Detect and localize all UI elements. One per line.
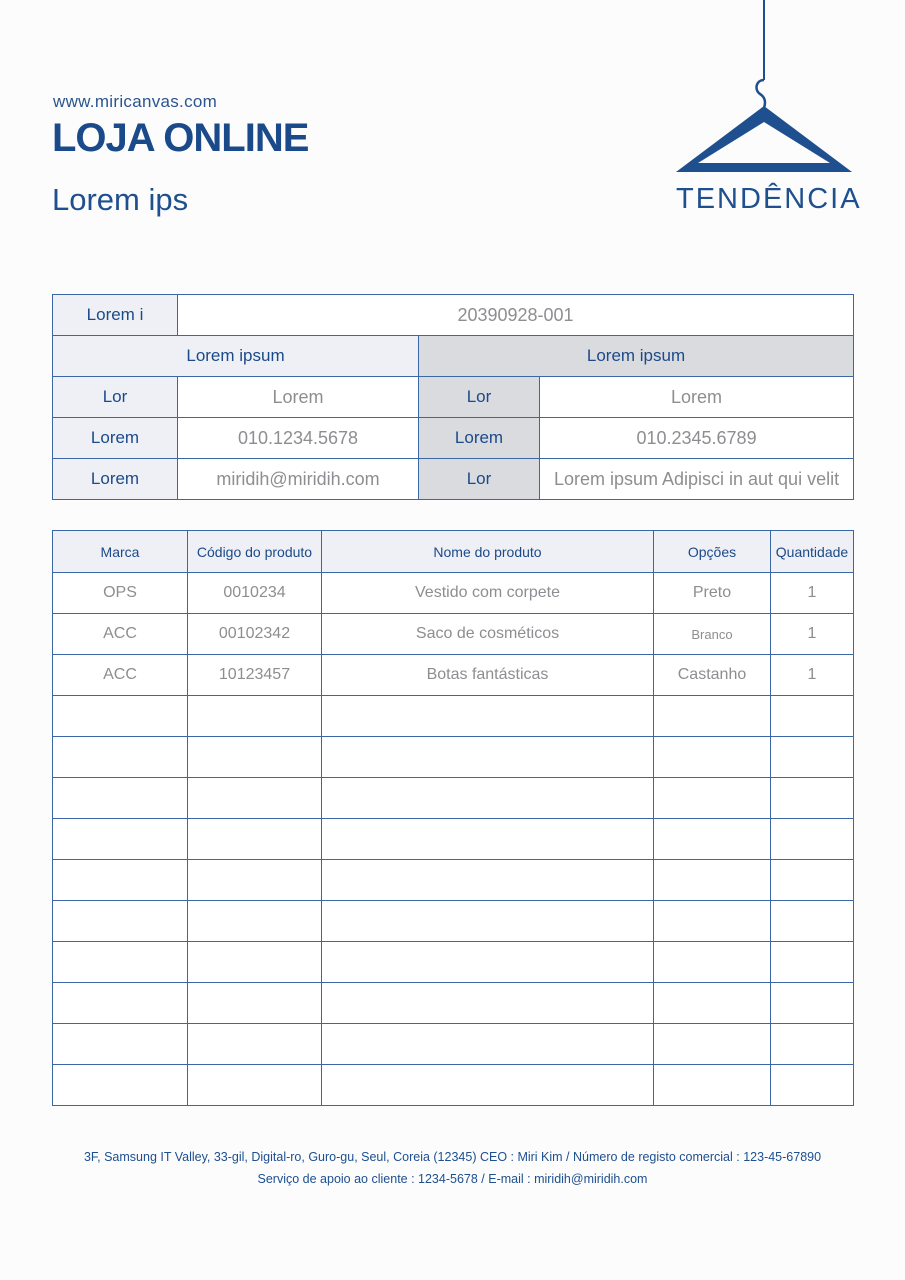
empty-cell bbox=[322, 901, 654, 942]
quantity-cell: 1 bbox=[771, 614, 854, 655]
empty-cell bbox=[53, 778, 188, 819]
empty-cell bbox=[322, 942, 654, 983]
empty-cell bbox=[53, 696, 188, 737]
info-row bbox=[53, 459, 854, 500]
empty-cell bbox=[188, 737, 322, 778]
table-row bbox=[53, 655, 854, 696]
brand-name: TENDÊNCIA bbox=[676, 183, 862, 215]
empty-cell bbox=[322, 696, 654, 737]
empty-cell bbox=[771, 778, 854, 819]
empty-row bbox=[53, 778, 854, 819]
column-header-options: Opções bbox=[654, 531, 771, 573]
empty-cell bbox=[771, 819, 854, 860]
empty-cell bbox=[771, 696, 854, 737]
order-number-label: Lorem i bbox=[53, 295, 178, 336]
column-header-name: Nome do produto bbox=[322, 531, 654, 573]
empty-cell bbox=[771, 860, 854, 901]
empty-cell bbox=[188, 860, 322, 901]
code-cell: 00102342 bbox=[188, 614, 322, 655]
product-table bbox=[52, 530, 854, 1106]
website-url: www.miricanvas.com bbox=[53, 92, 218, 111]
page-title: LOJA ONLINE bbox=[52, 116, 309, 160]
empty-cell bbox=[188, 1024, 322, 1065]
empty-cell bbox=[322, 983, 654, 1024]
empty-cell bbox=[188, 819, 322, 860]
hanger-icon bbox=[668, 0, 858, 180]
column-header-brand: Marca bbox=[53, 531, 188, 573]
empty-cell bbox=[53, 942, 188, 983]
name-cell: Botas fantásticas bbox=[322, 655, 654, 696]
empty-cell bbox=[654, 1065, 771, 1106]
order-info-table bbox=[52, 294, 854, 500]
empty-cell bbox=[654, 737, 771, 778]
option-cell: Preto bbox=[654, 573, 771, 614]
empty-cell bbox=[53, 901, 188, 942]
empty-row bbox=[53, 901, 854, 942]
brand-cell: ACC bbox=[53, 614, 188, 655]
empty-cell bbox=[188, 942, 322, 983]
quantity-cell: 1 bbox=[771, 573, 854, 614]
table-row bbox=[53, 614, 854, 655]
code-cell: 10123457 bbox=[188, 655, 322, 696]
info-label: Lorem bbox=[53, 459, 178, 500]
name-cell: Saco de cosméticos bbox=[322, 614, 654, 655]
empty-cell bbox=[322, 1065, 654, 1106]
empty-row bbox=[53, 860, 854, 901]
left-section-header: Lorem ipsum bbox=[53, 336, 419, 377]
name-cell: Vestido com corpete bbox=[322, 573, 654, 614]
code-cell: 0010234 bbox=[188, 573, 322, 614]
info-value: Lorem bbox=[540, 377, 854, 418]
order-number-value: 20390928-001 bbox=[178, 295, 854, 336]
empty-row bbox=[53, 737, 854, 778]
empty-cell bbox=[188, 901, 322, 942]
phone-value: 010.1234.5678 bbox=[178, 418, 419, 459]
info-label: Lorem bbox=[419, 418, 540, 459]
right-section-header: Lorem ipsum bbox=[419, 336, 854, 377]
empty-cell bbox=[771, 942, 854, 983]
empty-row bbox=[53, 1065, 854, 1106]
empty-row bbox=[53, 983, 854, 1024]
empty-cell bbox=[53, 860, 188, 901]
empty-cell bbox=[654, 901, 771, 942]
empty-cell bbox=[322, 737, 654, 778]
info-row bbox=[53, 377, 854, 418]
empty-cell bbox=[654, 819, 771, 860]
quantity-cell: 1 bbox=[771, 655, 854, 696]
footer-company-info: 3F, Samsung IT Valley, 33-gil, Digital-ro, Guro-gu, Seul, Coreia (12345) CEO : Miri Kim / Número de registo comercial : 123-45-67890 bbox=[83, 1150, 822, 1164]
empty-cell bbox=[53, 1065, 188, 1106]
empty-cell bbox=[654, 983, 771, 1024]
address-value: Lorem ipsum Adipisci in aut qui velit bbox=[540, 459, 854, 500]
empty-cell bbox=[322, 819, 654, 860]
footer-contact-info: Serviço de apoio ao cliente : 1234-5678 / E-mail : miridih@miridih.com bbox=[257, 1172, 648, 1186]
empty-cell bbox=[771, 901, 854, 942]
empty-cell bbox=[322, 1024, 654, 1065]
empty-cell bbox=[654, 860, 771, 901]
info-value: Lorem bbox=[178, 377, 419, 418]
column-header-code: Código do produto bbox=[188, 531, 322, 573]
empty-cell bbox=[654, 1024, 771, 1065]
email-value: miridih@miridih.com bbox=[178, 459, 419, 500]
empty-cell bbox=[53, 983, 188, 1024]
empty-row bbox=[53, 942, 854, 983]
empty-row bbox=[53, 819, 854, 860]
table-row bbox=[53, 573, 854, 614]
info-label: Lor bbox=[53, 377, 178, 418]
product-table-header bbox=[53, 531, 854, 573]
empty-cell bbox=[771, 1024, 854, 1065]
phone-value: 010.2345.6789 bbox=[540, 418, 854, 459]
option-cell: Castanho bbox=[654, 655, 771, 696]
empty-cell bbox=[53, 737, 188, 778]
info-label: Lor bbox=[419, 459, 540, 500]
column-header-quantity: Quantidade bbox=[771, 531, 854, 573]
empty-cell bbox=[654, 696, 771, 737]
empty-cell bbox=[188, 983, 322, 1024]
empty-row bbox=[53, 1024, 854, 1065]
info-label: Lorem bbox=[53, 418, 178, 459]
empty-cell bbox=[322, 778, 654, 819]
empty-cell bbox=[53, 1024, 188, 1065]
empty-cell bbox=[188, 696, 322, 737]
info-label: Lor bbox=[419, 377, 540, 418]
empty-cell bbox=[654, 942, 771, 983]
empty-cell bbox=[771, 737, 854, 778]
order-number-row bbox=[53, 295, 854, 336]
brand-cell: OPS bbox=[53, 573, 188, 614]
empty-cell bbox=[322, 860, 654, 901]
empty-cell bbox=[771, 983, 854, 1024]
info-row bbox=[53, 418, 854, 459]
empty-cell bbox=[53, 819, 188, 860]
empty-row bbox=[53, 696, 854, 737]
empty-cell bbox=[188, 778, 322, 819]
option-cell: Branco bbox=[654, 614, 771, 655]
empty-cell bbox=[771, 1065, 854, 1106]
page-subtitle: Lorem ips bbox=[52, 182, 189, 217]
info-section-headers bbox=[53, 336, 854, 377]
empty-cell bbox=[654, 778, 771, 819]
empty-cell bbox=[188, 1065, 322, 1106]
brand-cell: ACC bbox=[53, 655, 188, 696]
